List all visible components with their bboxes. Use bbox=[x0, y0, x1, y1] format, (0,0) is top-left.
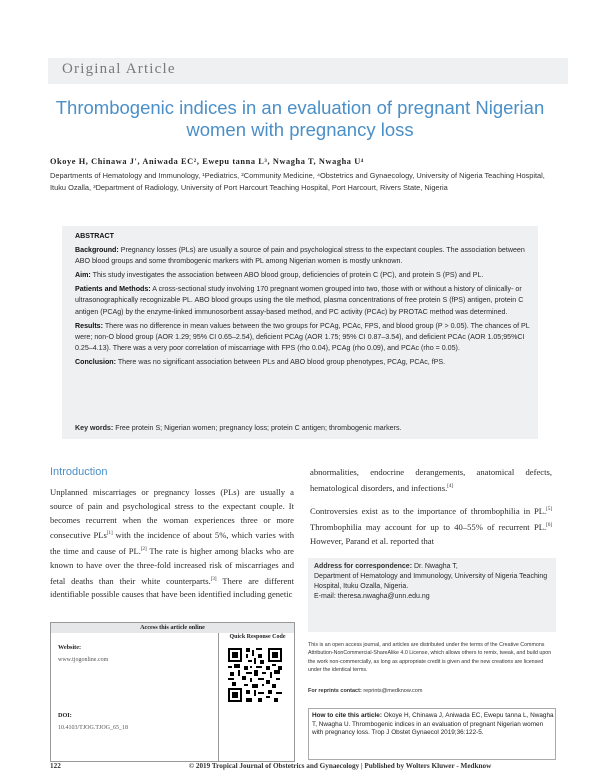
how-to-cite: How to cite this article: Okoye H, Chinawa J, Aniwada EC, Ewepu tanna L, Nwagha T, Nwagha U. Thrombogenic indices in an evaluation of pregnant Nigerian women with pregnancy loss. Trop J Obstet Gynaecol 2019;36:122-5. bbox=[312, 712, 554, 737]
citation-ref[interactable]: [4] bbox=[447, 483, 454, 489]
correspondence: Address for correspondence: Dr. Nwagha T, Department of Hematology and Immunology, University of Nigeria Teaching Hospital, Ituku Ozalla, Nigeria. E-mail: theresa.nwagha@unn.edu.ng bbox=[314, 562, 552, 602]
section-tag: Original Article bbox=[62, 61, 176, 77]
abstract-methods: Patients and Methods: A cross-sectional study involving 170 pregnant women grouped into two, those with or without a history of clinically- or ultrasonographically recognizable PL. ABO blood groups using the tile method, plasma concentrations of free protein S (fPS) antigen, protein C antigen (PCAg) by the enzyme-linked immunosorbent assay-based method, and PC activity (PCAc) by PROTAC method was determined. bbox=[75, 285, 524, 316]
citation-ref[interactable]: [1] bbox=[106, 531, 113, 537]
qr-label: Quick Response Code bbox=[229, 634, 286, 640]
abstract bbox=[75, 231, 530, 371]
access-online-heading: Access this article online bbox=[51, 623, 294, 633]
correspondence-email[interactable]: E-mail: theresa.nwagha@unn.edu.ng bbox=[314, 593, 430, 600]
intro-paragraph-2: Controversies exist as to the importance of thrombophilia in PL.[5] Thrombophilia may account for up to 40–55% of recurrent PL.[6] However, Parand et al. reported that bbox=[310, 506, 552, 546]
citation-ref[interactable]: [2] bbox=[140, 547, 147, 553]
intro-heading: Introduction bbox=[50, 466, 108, 478]
keywords: Key words: Free protein S; Nigerian women; pregnancy loss; protein C antigen; thrombogenic markers. bbox=[75, 424, 402, 432]
website-block: Website: www.tjogonline.com bbox=[58, 644, 109, 663]
author-list: Okoye H, Chinawa J', Aniwada EC², Ewepu tanna L³, Nwagha T, Nwagha U⁴ bbox=[50, 157, 364, 166]
article-title: Thrombogenic indices in an evaluation of pregnant Nigerian women with pregnancy loss bbox=[55, 97, 545, 140]
citation-ref[interactable]: [6] bbox=[546, 523, 552, 529]
header-left-margin bbox=[0, 58, 48, 84]
intro-paragraph-1: Unplanned miscarriages or pregnancy losses (PLs) are usually a source of pain and psychological stress to the expectant couple. It becomes recurrent when the woman experiences three or more consecutive PLs[1] with the incidence of about 5%, which varies with the time and cause of PL.[2] The rate is higher among blacks who are known to have over the three-fold increased risk of miscarriages and fetal deaths than their white counterparts.[3] There are different identifiable possible causes that have been identified including genetic bbox=[50, 487, 294, 600]
page-number: 122 bbox=[50, 762, 61, 770]
abstract-heading: ABSTRACT bbox=[75, 232, 115, 240]
doi-block: DOI: 10.4103/TJOG.TJOG_65_18 bbox=[58, 712, 128, 731]
open-access-notice: This is an open access journal, and articles are distributed under the terms of the Creative Commons Attribution-NonCommercial-ShareAlike 4.0 License, which allows others to remix, tweak, and build upon the work non-commercially, as long as appropriate credit is given and the new creations are licensed under the identical terms. bbox=[308, 642, 552, 674]
footer-text: © 2019 Tropical Journal of Obstetrics and Gynaecology | Published by Wolters Kluwer - Medknow bbox=[188, 762, 492, 770]
abstract-background: Background: Pregnancy losses (PLs) are usually a source of pain and psychological stress to the expectant couples. The association between ABO blood groups and some thrombogenic markers with PL among Nigerian women is mostly unknown. bbox=[75, 246, 525, 266]
doi-link[interactable]: 10.4103/TJOG.TJOG_65_18 bbox=[58, 725, 128, 731]
intro-right-column bbox=[310, 466, 552, 557]
intro-paragraph-1-cont: abnormalities, endocrine derangements, anatomical defects, hematological disorders, and infections.[4] bbox=[310, 467, 552, 493]
website-link[interactable]: www.tjogonline.com bbox=[58, 657, 109, 663]
affiliations: Departments of Hematology and Immunology, ¹Pediatrics, ²Community Medicine, ⁴Obstetrics and Gynaecology, University of Nigeria Teaching Hospital, Ituku Ozalla, ³Department of Radiology, University of Port Harcourt Teaching Hospital, Port Harcourt, Rivers State, Nigeria bbox=[50, 171, 545, 192]
citation-ref[interactable]: [5] bbox=[546, 507, 552, 513]
abstract-conclusion: Conclusion: There was no significant association between PLs and ABO blood group phenotypes, PCAg, PCAc, fPS. bbox=[75, 357, 446, 366]
qr-code-icon[interactable] bbox=[228, 648, 282, 702]
divider bbox=[218, 633, 219, 761]
abstract-aim: Aim: This study investigates the association between ABO blood group, deficiencies of protein C (PC), and protein S (PS) and PL. bbox=[75, 271, 484, 280]
intro-left-column bbox=[50, 486, 294, 610]
abstract-results: Results: There was no difference in mean values between the two groups for PCAg, PCAc, FPS, and blood group (P > 0.05). The chances of PL were; non-O blood group (AOR 1.29; 95% CI 0.65–2.54), deficient PCAg (AOR 1.75; 95% CI 0.87–3.54), and deficient PCAc (AOR 1.05;95%CI 0.25–4.13). There was a very poor correlation of miscarriage with FPS (rho 0.04), PCAg (rho 0.09), and PCAc (rho = 0.05). bbox=[75, 321, 530, 352]
reprints-contact: For reprints contact: reprints@medknow.com bbox=[308, 688, 423, 694]
citation-ref[interactable]: [3] bbox=[210, 576, 217, 582]
